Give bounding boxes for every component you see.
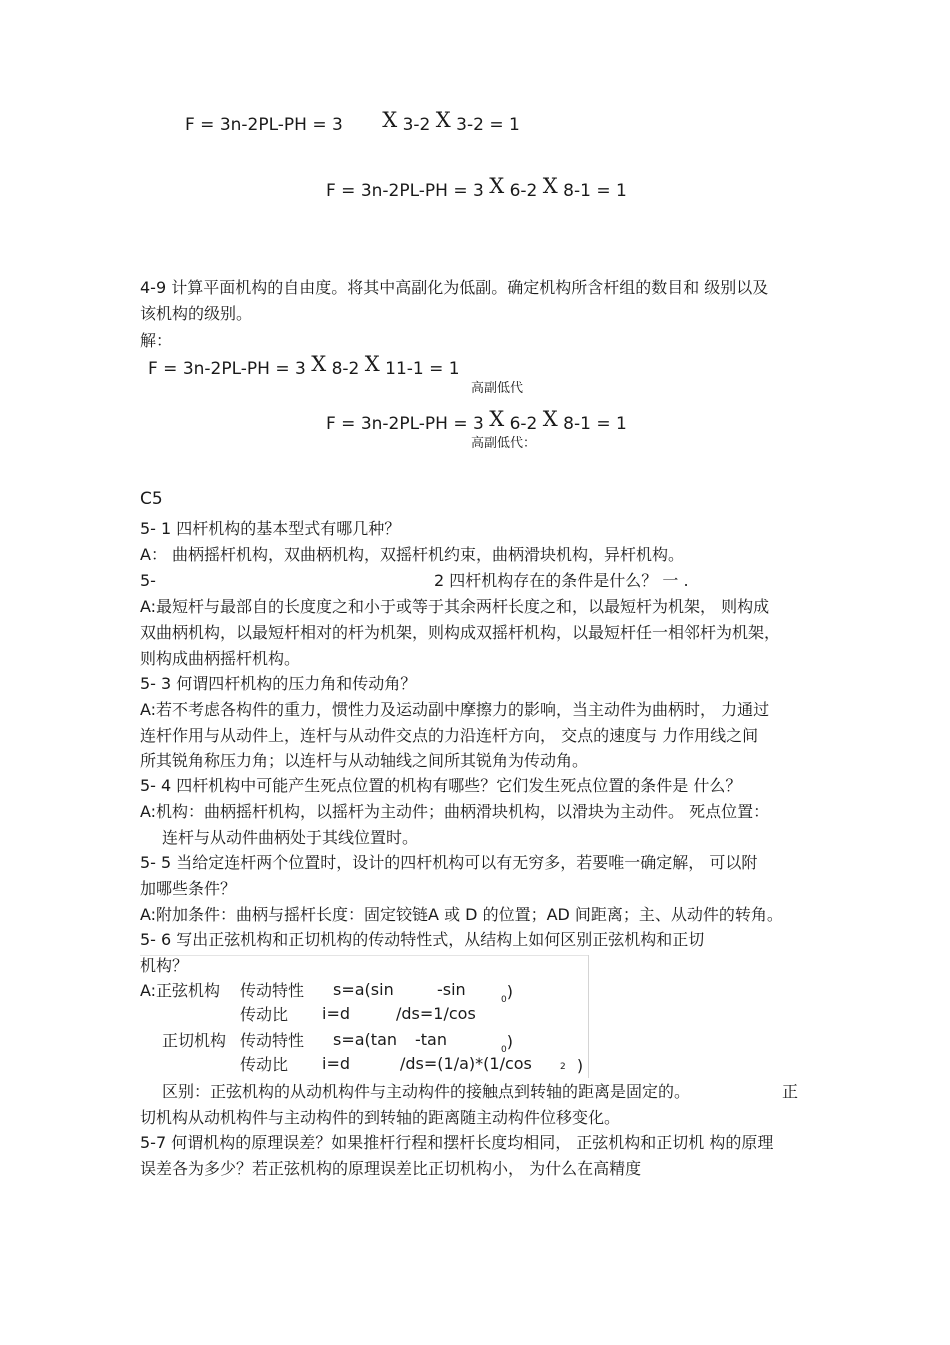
answer-5-4-line-2: 连杆与从动件曲柄处于其线位置时。 <box>162 828 419 847</box>
equation-1: F = 3n-2PL-PH = 3 X 3-2 X 3-2 = 1 <box>185 108 520 135</box>
tangent-ratio-label: 传动比 <box>240 1055 289 1074</box>
question-5-3: 5- 3 何谓四杆机构的压力角和传动角？ <box>140 674 417 693</box>
equation-4: F = 3n-2PL-PH = 3 X 6-2 X 8-1 = 1 <box>326 407 627 434</box>
sine-mechanism-label: A:正弦机构 <box>140 981 221 1000</box>
tangent-ratio-end: 2 ) <box>560 1056 584 1075</box>
tangent-characteristic-a: s=a(tan <box>333 1030 398 1049</box>
solution-label: 解： <box>140 331 173 350</box>
note-high-pair-substitution-1: 高副低代 <box>471 381 524 396</box>
chapter-heading: C5 <box>140 489 163 509</box>
question-5-7-line-2: 误差各为多少？若正弦机构的原理误差比正切机构小， 为什么在高精度 <box>140 1159 642 1178</box>
tangent-characteristic-b: -tan <box>415 1030 447 1049</box>
answer-5-4-line-1: A:机构：曲柄摇杆机构，以摇杆为主动件；曲柄滑块机构，以滑块为主动件。 死点位置： <box>140 802 770 821</box>
tangent-ratio-a: i=d <box>322 1054 351 1073</box>
question-5-2-prefix: 5- <box>140 571 156 590</box>
equation-2: F = 3n-2PL-PH = 3 X 6-2 X 8-1 = 1 <box>326 174 627 201</box>
note-high-pair-substitution-2: 高副低代： <box>471 436 537 451</box>
answer-5-5: A:附加条件：曲柄与摇杆长度：固定铰链A 或 D 的位置；AD 间距离；主、从动件的转角。 <box>140 905 783 924</box>
answer-5-3-line-3: 所其锐角称压力角；以连杆与从动轴线之间所其锐角为传动角。 <box>140 751 589 770</box>
difference-line-2: 切机构从动机构件与主动构件的到转轴的距离随主动构件位移变化。 <box>140 1108 621 1127</box>
question-5-1: 5- 1 四杆机构的基本型式有哪几种？ <box>140 519 401 538</box>
answer-5-2-line-3: 则构成曲柄摇杆机构。 <box>140 649 301 668</box>
sine-characteristic-a: s=a(sin <box>333 980 394 999</box>
table-top-rule <box>140 955 588 956</box>
answer-5-1: A： 曲柄摇杆机构，双曲柄机构，双摇杆机约束，曲柄滑块机构，异杆机构。 <box>140 545 685 564</box>
answer-5-2-line-2: 双曲柄机构，以最短杆相对的杆为机架，则构成双摇杆机构，以最短杆任一相邻杆为机架， <box>140 623 781 642</box>
question-4-9-line-1: 4-9 计算平面机构的自由度。将其中高副化为低副。确定机构所含杆组的数目和 级别以及 <box>140 278 769 297</box>
sine-ratio-b: /ds=1/cos <box>396 1004 476 1023</box>
answer-5-3-line-1: A:若不考虑各构件的重力，惯性力及运动副中摩擦力的影响，当主动件为曲柄时， 力通过 <box>140 700 770 719</box>
sine-characteristic-b: -sin <box>437 980 466 999</box>
answer-5-3-line-2: 连杆作用与从动件上，连杆与从动件交点的力沿连杆方向， 交点的速度与 力作用线之间 <box>140 726 759 745</box>
question-4-9-line-2: 该机构的级别。 <box>140 304 253 323</box>
tangent-ratio-b: /ds=(1/a)*(1/cos <box>400 1054 532 1073</box>
tangent-characteristic-end: $_0$) <box>501 1032 513 1055</box>
question-5-7-line-1: 5-7 何谓机构的原理误差？如果推杆行程和摆杆长度均相同， 正弦机构和正切机 构的原理 <box>140 1133 774 1152</box>
question-5-5-line-2: 加哪些条件？ <box>140 879 237 898</box>
question-5-6-line-1: 5- 6 写出正弦机构和正切机构的传动特性式，从结构上如何区别正弦机构和正切 <box>140 930 705 949</box>
sine-characteristic-label: 传动特性 <box>240 981 305 1000</box>
question-5-6-line-2: 机构？ <box>140 956 189 975</box>
table-right-rule <box>588 955 589 1078</box>
difference-line-1-end: 正 <box>782 1082 799 1101</box>
question-5-4: 5- 4 四杆机构中可能产生死点位置的机构有哪些？它们发生死点位置的条件是 什么？ <box>140 776 742 795</box>
tangent-mechanism-label: 正切机构 <box>162 1031 227 1050</box>
tangent-characteristic-label: 传动特性 <box>240 1031 305 1050</box>
sine-ratio-a: i=d <box>322 1004 351 1023</box>
question-5-2: 2 四杆机构存在的条件是什么？ 一 . <box>434 571 689 590</box>
equation-3: F = 3n-2PL-PH = 3 X 8-2 X 11-1 = 1 <box>148 352 460 379</box>
question-5-5-line-1: 5- 5 当给定连杆两个位置时，设计的四杆机构可以有无穷多，若要唯一确定解， 可以附 <box>140 853 758 872</box>
answer-5-2-line-1: A:最短杆与最部自的长度度之和小于或等于其余两杆长度之和，以最短杆为机架， 则构成 <box>140 597 770 616</box>
sine-ratio-label: 传动比 <box>240 1005 289 1024</box>
sine-characteristic-end: $_0$) <box>501 982 513 1005</box>
difference-line-1: 区别：正弦机构的从动机构件与主动构件的接触点到转轴的距离是固定的。 <box>162 1082 691 1101</box>
